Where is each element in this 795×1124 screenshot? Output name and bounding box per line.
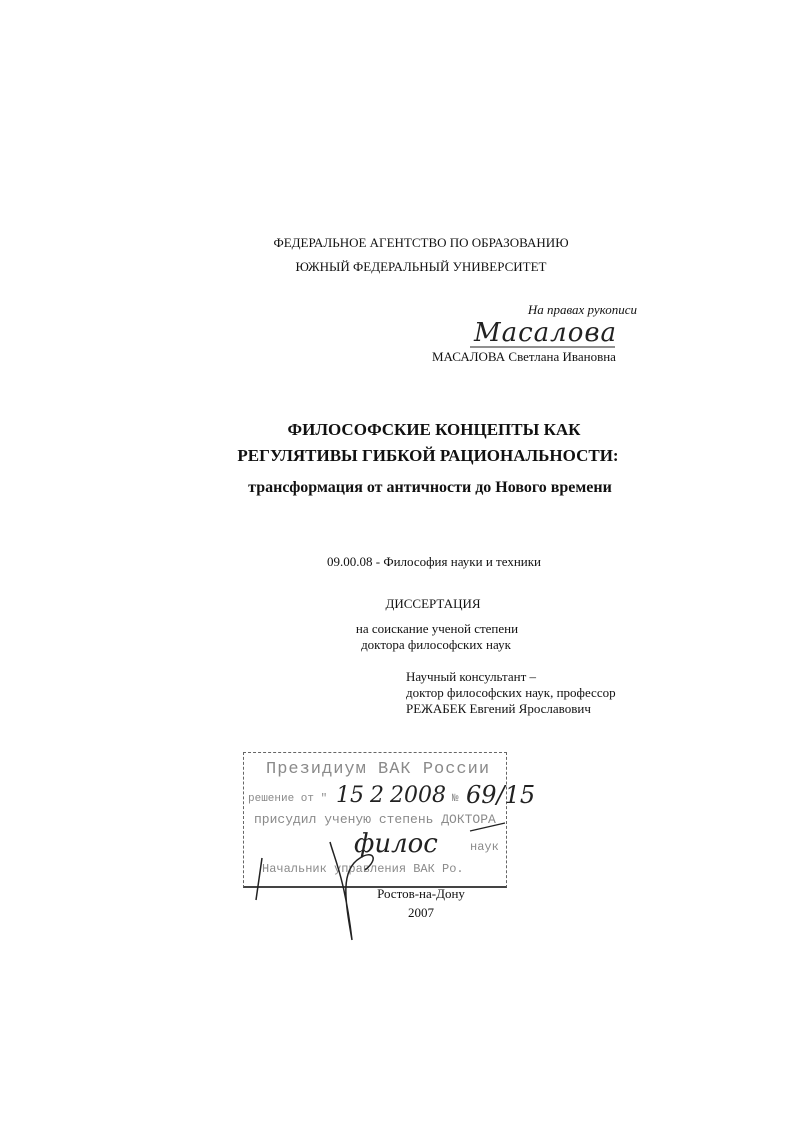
degree-line-1: на соискание ученой степени <box>355 621 519 636</box>
consultant-label: Научный консультант – <box>406 669 536 684</box>
author-name: МАСАЛОВА Светлана Ивановна <box>432 349 616 364</box>
stamp-number: 69/15 <box>466 781 536 809</box>
manuscript-note: На правах рукописи <box>527 302 637 317</box>
consultant-degree: доктор философских наук, профессор <box>406 685 616 700</box>
stamp-head: Начальник управления ВАК Ро. <box>262 862 464 876</box>
title-subtitle: трансформация от античности до Нового времени <box>248 479 612 496</box>
university-name: ЮЖНЫЙ ФЕДЕРАЛЬНЫЙ УНИВЕРСИТЕТ <box>295 259 547 274</box>
work-type-label: ДИССЕРТАЦИЯ <box>385 596 481 611</box>
stamp-number-label: № <box>452 793 459 805</box>
stamp-title: Президиум ВАК России <box>266 760 491 779</box>
title-line-1: ФИЛОСОФСКИЕ КОНЦЕПТЫ КАК <box>287 420 581 439</box>
stamp-month: 2 <box>370 783 384 808</box>
year: 2007 <box>408 905 434 920</box>
degree-line-2: доктора философских наук <box>361 637 511 652</box>
stamp-decision-label: решение от " <box>248 793 328 805</box>
stamp-awarded: присудил ученую степень ДОКТОРА <box>254 812 496 827</box>
stamp-year: 2008 <box>390 783 446 808</box>
city: Ростов-на-Дону <box>377 886 465 901</box>
stamp-field: филос <box>354 829 438 859</box>
stamp-day: 15 <box>336 783 364 808</box>
stamp-field-suffix: наук <box>470 840 499 854</box>
agency-name: ФЕДЕРАЛЬНОЕ АГЕНТСТВО ПО ОБРАЗОВАНИЮ <box>273 235 569 250</box>
consultant-name: РЕЖАБЕК Евгений Ярославович <box>406 701 591 716</box>
specialty: 09.00.08 - Философия науки и техники <box>326 554 542 569</box>
author-signature: Масалова <box>474 318 618 348</box>
title-line-2: РЕГУЛЯТИВЫ ГИБКОЙ РАЦИОНАЛЬНОСТИ: <box>237 446 619 465</box>
